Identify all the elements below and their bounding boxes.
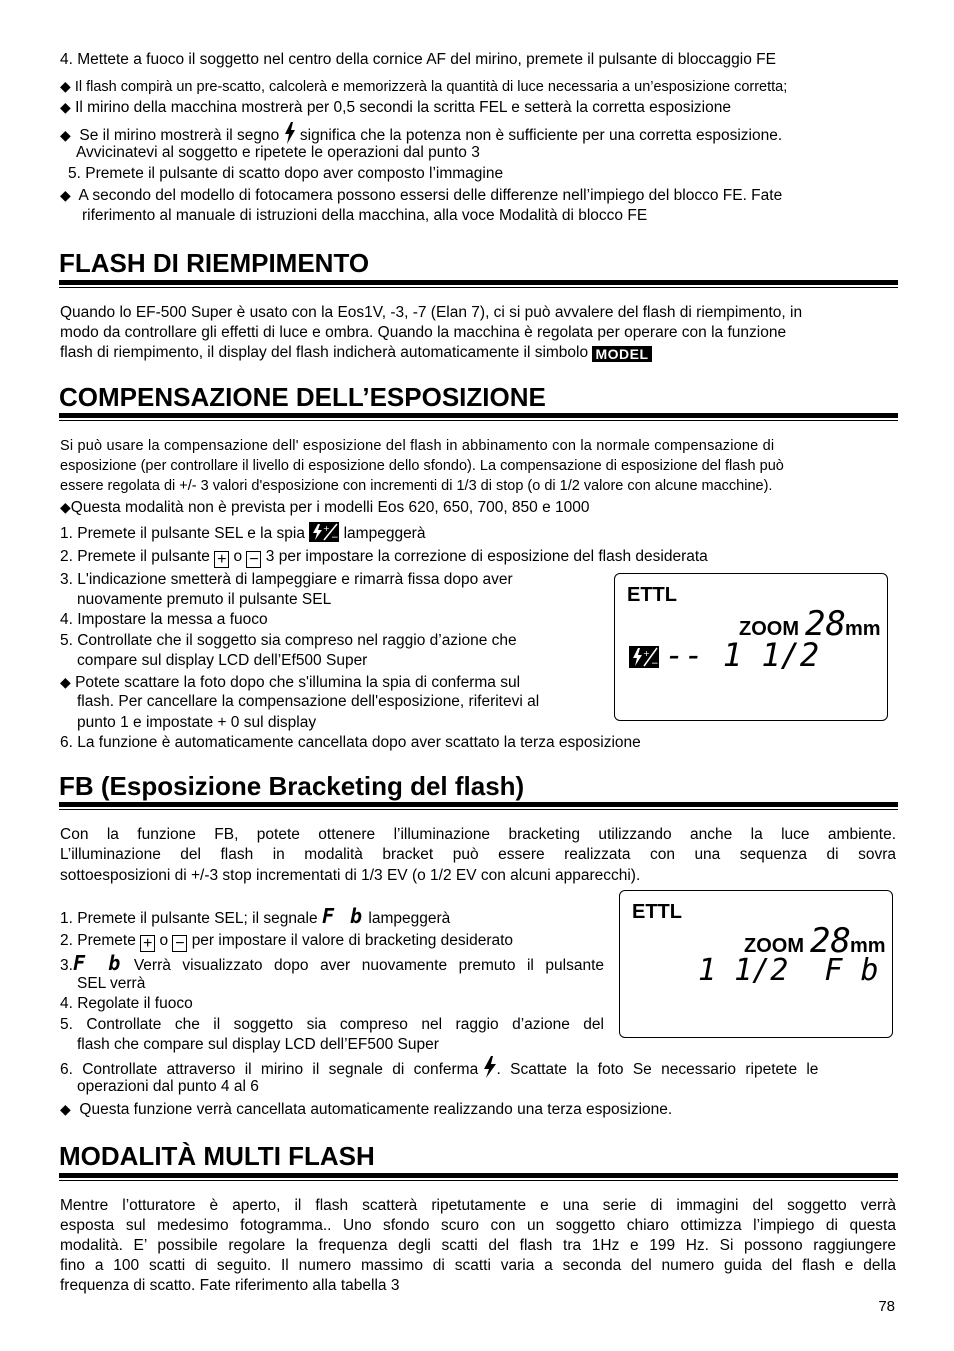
section-rule [59, 1173, 898, 1178]
sec2-step-1-text-b: lampeggerà [343, 525, 426, 542]
section-rule [59, 802, 898, 807]
intro-bullet-modello-text: A secondo del modello di fotocamera possono essersi delle differenze nell’impiego del blocco FE. Fate [78, 187, 783, 204]
diamond-bullet-icon: ◆ [60, 99, 71, 115]
minus-button-icon: − [246, 551, 261, 568]
minus-button-icon: − [172, 935, 187, 952]
sec3-step-6-text: 6. Controllate attraverso il mirino il segnale di conferma [60, 1061, 479, 1078]
sec3-step-2-or: o [159, 932, 169, 949]
lcd-zoom-value: 28 [805, 604, 846, 644]
sec2-paragraph-line1: Si può usare la compensazione dell' esposizione del flash in abbinamento con la normale compensazione di [60, 438, 775, 454]
sec2-step-5-cont: compare sul display LCD dell’Ef500 Super [77, 652, 368, 669]
sec2-paragraph-line2: esposizione (per controllare il livello di esposizione dello sfondo). La compensazione di esposizione del flash può [60, 458, 784, 474]
section-rule-thin [59, 287, 898, 288]
diamond-bullet-icon: ◆ [60, 78, 71, 94]
lcd-display-compensation [614, 573, 888, 721]
sec3-step-6-text-b: . Scattate la foto Se necessario ripetete le [496, 1061, 819, 1078]
intro-bullet-potenza-text-b: significa che la potenza non è sufficiente per una corretta esposizione. [299, 127, 783, 144]
flash-compensation-icon [309, 522, 339, 542]
intro-bullet-prescatto-text: Il flash compirà un pre-scatto, calcolerà e memorizzerà la quantità di luce necessaria a un’esposizione corretta; [74, 79, 788, 95]
sec1-paragraph-line1: Quando lo EF-500 Super è usato con la Eos1V, -3, -7 (Elan 7), ci si può avvalere del flash di riempimento, in [60, 304, 803, 321]
sec2-bullet-text: Potete scattare la foto dopo che s'illumina la spia di conferma sul [75, 674, 521, 691]
sec1-paragraph-line3-text: flash di riempimento, il display del flash indicherà automaticamente il simbolo [60, 344, 589, 361]
svg-text:−: − [331, 533, 339, 542]
diamond-bullet-icon: ◆ [60, 187, 71, 203]
sec3-step-3-text: Verrà visualizzato dopo aver nuovamente premuto il pulsante [133, 957, 605, 974]
sec3-note-text: Questa funzione verrà cancellata automaticamente realizzando una terza esposizione. [79, 1101, 673, 1118]
sec2-step-2-text-c: 3 per impostare la correzione di esposizione del flash desiderata [265, 548, 708, 565]
intro-bullet-potenza-cont: Avvicinatevi al soggetto e ripetete le operazioni dal punto 3 [76, 144, 480, 161]
intro-bullet-fel [60, 97, 731, 118]
sec2-bullet-cont1: flash. Per cancellare la compensazione dell'esposizione, riferitevi al [77, 693, 540, 710]
sec3-step-2 [60, 931, 513, 952]
sec3-step-3-cont: SEL verrà [77, 975, 146, 992]
lcd-display-bracketing [619, 890, 893, 1038]
sec3-step-1-text: 1. Premete il pulsante SEL; il segnale [60, 910, 318, 927]
sec2-bullet [60, 672, 599, 693]
svg-text:+: + [643, 649, 650, 658]
lcd-mm-unit: mm [850, 935, 886, 957]
lcd-zoom-label: ZOOM [744, 935, 804, 957]
section-rule-thin [59, 420, 898, 421]
flash-bolt-icon [284, 122, 296, 144]
intro-bullet-modello [60, 185, 896, 206]
sec1-paragraph-line3 [60, 343, 652, 363]
section-title-multi-flash: MODALITÀ MULTI FLASH [59, 1141, 375, 1171]
sec2-step-2-or: o [233, 548, 243, 565]
diamond-bullet-icon: ◆ [60, 1101, 71, 1117]
diamond-bullet-icon: ◆ [60, 674, 71, 690]
sec2-note-text: Questa modalità non è prevista per i modelli Eos 620, 650, 700, 850 e 1000 [70, 499, 590, 516]
lcd-bracketing-value: 1 1/2 F b [698, 953, 879, 988]
sec4-paragraph-line2: esposta sul medesimo fotogramma.. Uno sfondo scuro con un soggetto chiaro ottimizza l’impiego di questa [60, 1217, 896, 1234]
sec2-note [60, 497, 590, 518]
sec3-step-1 [60, 906, 450, 929]
sec4-paragraph-line5: frequenza di scatto. Fate riferimento alla tabella 3 [60, 1277, 400, 1294]
flash-confirm-bolt-icon [483, 1056, 497, 1078]
section-rule-thin [59, 1180, 898, 1181]
section-rule [59, 413, 898, 418]
sec1-paragraph-line2: modo da controllare gli effetti di luce e ombra. Quando la macchina è regolata per operare con la funzione [60, 324, 787, 341]
sec3-paragraph-line3: sottoesposizioni di +/-3 stop incrementati di 1/3 EV (o 1/2 EV con alcuni apparecchi). [60, 867, 641, 884]
sec3-step-2-text: 2. Premete [60, 932, 136, 949]
intro-step-4: 4. Mettete a fuoco il soggetto nel centro della cornice AF del mirino, premete il pulsante di bloccaggio FE [60, 51, 776, 68]
sec3-paragraph-line2: L’illuminazione del flash in modalità bracket può essere realizzata con una sequenza di sovra [60, 846, 896, 863]
sec2-paragraph-line3: essere regolata di +/- 3 valori d'esposizione con incrementi di 1/3 di stop (o di 1/2 valore con alcune macchine). [60, 478, 773, 494]
sec2-step-1-text: 1. Premete il pulsante SEL e la spia [60, 525, 305, 542]
lcd-mode-ettl: ETTL [627, 584, 677, 606]
svg-text:−: − [651, 659, 659, 668]
intro-bullet-potenza-text-a: Se il mirino mostrerà il segno [79, 127, 280, 144]
sec4-paragraph-line3: modalità. E’ possibile regolare la frequenza degli scatti del flash tra 1Hz e 199 Hz. Si possono raggiungere [60, 1237, 896, 1254]
sec3-step-3: 3.F b Verrà visualizzato dopo aver nuovamente premuto il pulsante [60, 951, 605, 975]
lcd-mm-unit: mm [845, 618, 881, 640]
intro-step-5: 5. Premete il pulsante di scatto dopo aver composto l’immagine [68, 165, 504, 182]
sec3-step-4: 4. Regolate il fuoco [60, 995, 193, 1012]
sec3-step-2-text-c: per impostare il valore di bracketing desiderato [191, 932, 514, 949]
sec2-step-4: 4. Impostare la messa a fuoco [60, 611, 268, 628]
section-title-compensazione: COMPENSAZIONE DELL’ESPOSIZIONE [59, 382, 546, 412]
diamond-bullet-icon: ◆ [60, 127, 71, 143]
sec2-step-1 [60, 522, 425, 544]
sec3-paragraph-line1: Con la funzione FB, potete ottenere l’illuminazione bracketing utilizzando anche la luce ambiente. [60, 826, 896, 843]
sec3-step-5-cont: flash che compare sul display LCD dell’EF500 Super [77, 1036, 439, 1053]
fb-symbol-icon: F b [72, 951, 123, 975]
intro-bullet-prescatto [60, 76, 787, 97]
sec3-step-6-cont: operazioni dal punto 4 al 6 [77, 1078, 259, 1095]
section-rule-thin [59, 809, 898, 810]
lcd-flash-compensation-icon [629, 646, 659, 668]
sec3-note [60, 1099, 672, 1120]
sec2-step-3: 3. L'indicazione smetterà di lampeggiare e rimarrà fissa dopo aver [60, 571, 513, 588]
sec2-step-6: 6. La funzione è automaticamente cancellata dopo aver scattato la terza esposizione [60, 734, 641, 751]
sec2-step-3-cont: nuovamente premuto il pulsante SEL [77, 591, 332, 608]
sec3-step-5: 5. Controllate che il soggetto sia compreso nel raggio d’azione del [60, 1016, 604, 1033]
lcd-zoom-label: ZOOM [739, 618, 799, 640]
lcd-compensation-value: -- 1 1/2 [665, 636, 820, 674]
page-number: 78 [878, 1298, 895, 1315]
sec4-paragraph-line1: Mentre l’otturatore è aperto, il flash scatterà ripetutamente e una serie di immagini del soggetto verrà [60, 1197, 896, 1214]
lcd-zoom-value: 28 [810, 921, 851, 961]
sec2-step-2 [60, 547, 708, 568]
lcd-mode-ettl: ETTL [632, 901, 682, 923]
sec2-bullet-cont2: punto 1 e impostate + 0 sul display [77, 714, 317, 731]
section-title-flash-riempimento: FLASH DI RIEMPIMENTO [59, 248, 370, 278]
sec2-step-2-text: 2. Premete il pulsante [60, 548, 210, 565]
intro-bullet-modello-cont: riferimento al manuale di istruzioni della macchina, alla voce Modalità di blocco FE [82, 207, 648, 224]
sec2-step-5: 5. Controllate che il soggetto sia compreso nel raggio d’azione che [60, 632, 517, 649]
model-badge-icon: MODEL [592, 346, 651, 362]
intro-bullet-fel-text: Il mirino della macchina mostrerà per 0,5 secondi la scritta FEL e setterà la corretta esposizione [75, 99, 731, 116]
sec4-paragraph-line4: fino a 100 scatti di seguito. Il numero massimo di scatti varia a seconda del numero guida del flash e della [60, 1257, 896, 1274]
sec3-step-1-text-b: lampeggerà [368, 910, 451, 927]
diamond-bullet-icon: ◆ [60, 499, 71, 515]
svg-text:+: + [323, 524, 330, 533]
section-rule [59, 280, 898, 285]
plus-button-icon: + [140, 935, 155, 952]
section-title-fb: FB (Esposizione Bracketing del flash) [59, 771, 525, 801]
plus-button-icon: + [214, 551, 229, 568]
fb-symbol-icon: F b [321, 904, 365, 928]
